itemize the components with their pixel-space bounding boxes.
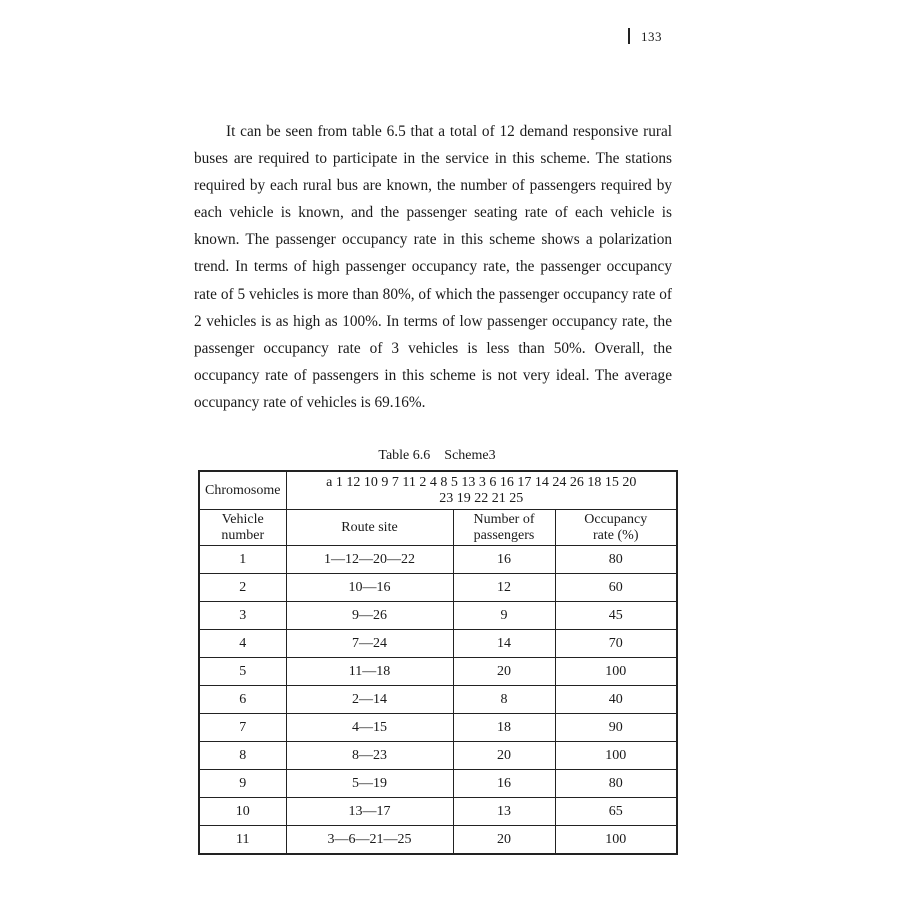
cell-occupancy-rate: 100	[555, 658, 677, 686]
cell-vehicle-number: 4	[199, 630, 286, 658]
header-occupancy-rate: Occupancy rate (%)	[555, 510, 677, 546]
cell-occupancy-rate: 100	[555, 826, 677, 855]
cell-passengers: 8	[453, 686, 555, 714]
chromosome-sequence-line1: a 1 12 10 9 7 11 2 4 8 5 13 3 6 16 17 14 24 26 18 15 20	[326, 474, 637, 490]
cell-occupancy-rate: 80	[555, 546, 677, 574]
table-caption	[198, 448, 676, 464]
cell-occupancy-rate: 45	[555, 602, 677, 630]
cell-route-site: 7—24	[286, 630, 453, 658]
cell-route-site: 4—15	[286, 714, 453, 742]
cell-passengers: 14	[453, 630, 555, 658]
cell-route-site: 10—16	[286, 574, 453, 602]
cell-route-site: 13—17	[286, 798, 453, 826]
cell-route-site: 11—18	[286, 658, 453, 686]
header-row	[199, 510, 677, 546]
table-caption-title: Scheme3	[444, 448, 496, 463]
cell-occupancy-rate: 65	[555, 798, 677, 826]
chromosome-sequence-line2: 23 19 22 21 25	[439, 490, 524, 506]
header-vehicle-number: Vehicle number	[199, 510, 286, 546]
table-row	[199, 546, 677, 574]
cell-occupancy-rate: 70	[555, 630, 677, 658]
scheme-table	[198, 470, 678, 855]
cell-vehicle-number: 2	[199, 574, 286, 602]
cell-route-site: 5—19	[286, 770, 453, 798]
cell-passengers: 18	[453, 714, 555, 742]
cell-vehicle-number: 6	[199, 686, 286, 714]
cell-vehicle-number: 8	[199, 742, 286, 770]
cell-passengers: 9	[453, 602, 555, 630]
table-row	[199, 658, 677, 686]
header-route-site: Route site	[286, 510, 453, 546]
cell-route-site: 8—23	[286, 742, 453, 770]
cell-occupancy-rate: 60	[555, 574, 677, 602]
cell-vehicle-number: 1	[199, 546, 286, 574]
table-row	[199, 686, 677, 714]
header-rule	[628, 28, 630, 44]
table-row	[199, 602, 677, 630]
cell-vehicle-number: 7	[199, 714, 286, 742]
table-row	[199, 742, 677, 770]
cell-vehicle-number: 9	[199, 770, 286, 798]
cell-route-site: 3—6—21—25	[286, 826, 453, 855]
cell-vehicle-number: 10	[199, 798, 286, 826]
body-paragraph: It can be seen from table 6.5 that a total of 12 demand responsive rural buses are required to participate in the service in this scheme. The stations required by each rural bus are known, the number of passengers required by each vehicle is known, and the passenger seating rate of each vehicle is known. The passenger occupancy rate in this scheme shows a polarization trend. In terms of high passenger occupancy rate, the passenger occupancy rate of 5 vehicles is more than 80%, of which the passenger occupancy rate of 2 vehicles is as high as 100%. In terms of low passenger occupancy rate, the passenger occupancy rate of 3 vehicles is less than 50%. Overall, the occupancy rate of passengers in this scheme is not very ideal. The average occupancy rate of vehicles is 69.16%.	[194, 123, 672, 411]
cell-passengers: 20	[453, 742, 555, 770]
table-caption-number: Table 6.6	[378, 448, 431, 463]
table-row	[199, 826, 677, 855]
table-row	[199, 574, 677, 602]
cell-vehicle-number: 11	[199, 826, 286, 855]
table-row	[199, 714, 677, 742]
table-row	[199, 770, 677, 798]
chromosome-label: Chromosome	[199, 471, 286, 510]
cell-route-site: 9—26	[286, 602, 453, 630]
table-row	[199, 798, 677, 826]
cell-vehicle-number: 5	[199, 658, 286, 686]
cell-passengers: 20	[453, 658, 555, 686]
cell-passengers: 16	[453, 770, 555, 798]
header-number-of-passengers: Number of passengers	[453, 510, 555, 546]
cell-route-site: 2—14	[286, 686, 453, 714]
scheme-table-body	[199, 471, 677, 854]
cell-occupancy-rate: 100	[555, 742, 677, 770]
table-row	[199, 630, 677, 658]
cell-vehicle-number: 3	[199, 602, 286, 630]
page-number: 133	[641, 29, 662, 44]
cell-occupancy-rate: 80	[555, 770, 677, 798]
cell-passengers: 12	[453, 574, 555, 602]
cell-passengers: 13	[453, 798, 555, 826]
cell-occupancy-rate: 40	[555, 686, 677, 714]
cell-occupancy-rate: 90	[555, 714, 677, 742]
cell-route-site: 1—12—20—22	[286, 546, 453, 574]
chromosome-row	[199, 471, 677, 510]
cell-passengers: 20	[453, 826, 555, 855]
chromosome-sequence	[286, 471, 677, 510]
cell-passengers: 16	[453, 546, 555, 574]
